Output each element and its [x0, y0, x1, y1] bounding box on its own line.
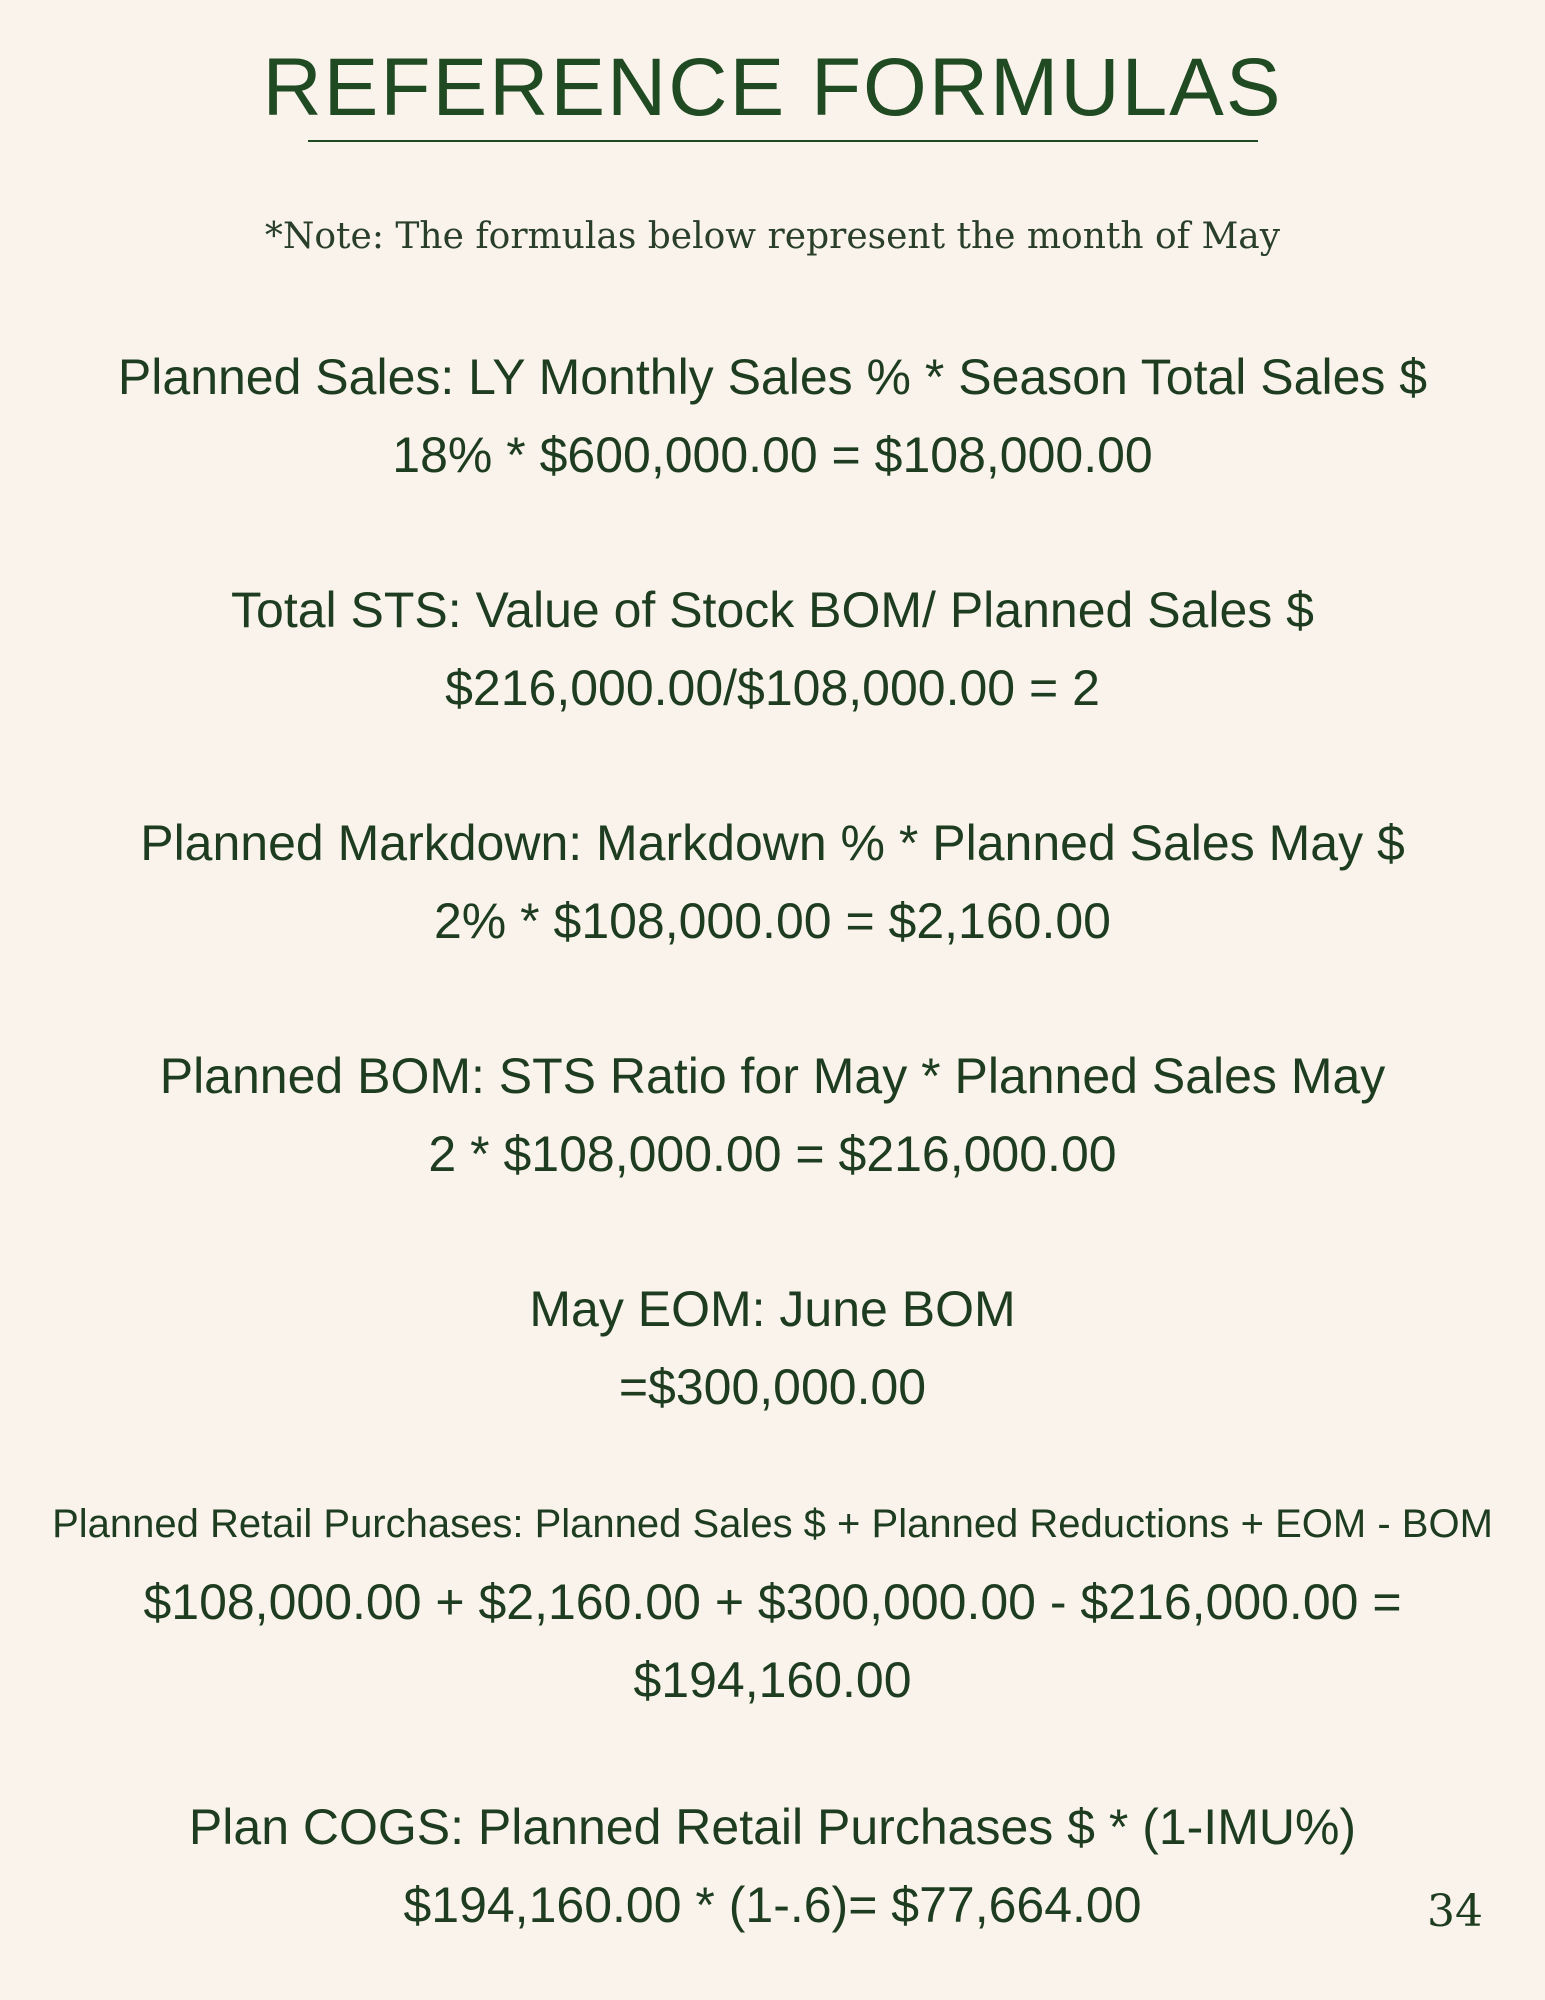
formula-planned-sales — [0, 338, 1545, 494]
title-underline — [308, 140, 1258, 142]
formula-label: Total STS: Value of Stock BOM/ Planned Sales $ — [231, 582, 1314, 638]
formula-label: Planned Sales: LY Monthly Sales % * Season Total Sales $ — [117, 349, 1428, 405]
formula-calc-result: $194,160.00 — [633, 1652, 912, 1708]
formula-calc: 2 * $108,000.00 = $216,000.00 — [428, 1126, 1117, 1182]
formula-calc: $108,000.00 + $2,160.00 + $300,000.00 - $216,000.00 = — [143, 1574, 1402, 1630]
formula-calc: $216,000.00/$108,000.00 = 2 — [445, 660, 1100, 716]
formula-plan-cogs — [0, 1788, 1545, 1944]
page-title: REFERENCE FORMULAS — [262, 42, 1283, 133]
formula-calc: 18% * $600,000.00 = $108,000.00 — [392, 427, 1153, 483]
formula-label: Planned Retail Purchases: Planned Sales $ + Planned Reductions + EOM - BOM — [52, 1502, 1493, 1546]
page-number: 34 — [1427, 1886, 1483, 1937]
formula-may-eom — [0, 1270, 1545, 1426]
formula-total-sts — [0, 571, 1545, 727]
formula-calc: $194,160.00 * (1-.6)= $77,664.00 — [403, 1877, 1142, 1933]
formula-calc: =$300,000.00 — [618, 1359, 927, 1415]
formula-calc: 2% * $108,000.00 = $2,160.00 — [434, 893, 1111, 949]
formula-label: May EOM: June BOM — [529, 1281, 1016, 1337]
formula-planned-retail-purchases — [0, 1485, 1545, 1719]
formula-label: Planned Markdown: Markdown % * Planned Sales May $ — [140, 815, 1405, 871]
formula-label: Planned BOM: STS Ratio for May * Planned Sales May — [159, 1048, 1386, 1104]
note-text: *Note: The formulas below represent the month of May — [264, 216, 1281, 257]
formula-label: Plan COGS: Planned Retail Purchases $ * (1-IMU%) — [188, 1799, 1357, 1855]
formula-planned-bom — [0, 1037, 1545, 1193]
formula-planned-markdown — [0, 804, 1545, 960]
